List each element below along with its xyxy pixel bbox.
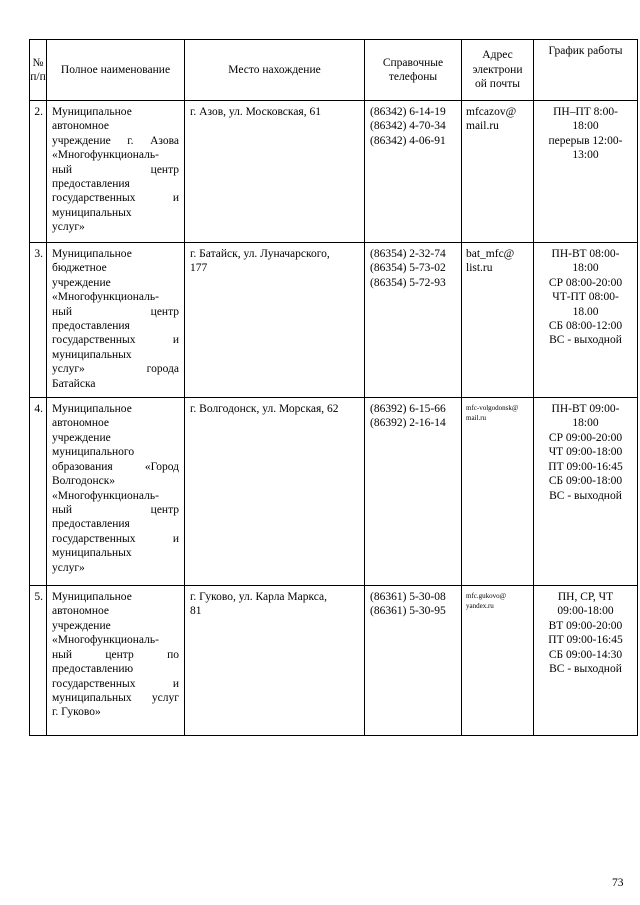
institution-name <box>47 398 185 586</box>
location <box>185 398 365 586</box>
header-email-line: ой почты <box>475 78 520 91</box>
phone-numbers-line: (86354) 5-73-02 <box>370 262 446 275</box>
phone-numbers-line: (86354) 2-32-74 <box>370 248 446 260</box>
location <box>185 243 365 398</box>
work-schedule-line: ВС - выходной <box>549 334 622 347</box>
institution-name-line: государственных и <box>52 677 179 690</box>
institution-name-line: автономное <box>52 120 109 133</box>
location <box>185 101 365 243</box>
institution-name-line: автономное <box>52 417 109 430</box>
work-schedule <box>534 243 638 398</box>
header-phones-line: Справочные <box>382 56 444 69</box>
work-schedule-line: ВС - выходной <box>549 489 622 502</box>
table-row <box>30 586 638 736</box>
institution-name-line: государственных и <box>52 192 179 205</box>
institution-name-line: «Многофункциональ- <box>52 291 159 304</box>
institution-name <box>47 586 185 736</box>
institution-name-line: муниципальных <box>52 206 132 219</box>
work-schedule-line: ПТ 09:00-16:45 <box>548 634 623 647</box>
phone-numbers <box>365 398 462 586</box>
table-row <box>30 101 638 243</box>
work-schedule-line: 09:00-18:00 <box>557 605 614 618</box>
table-row <box>30 398 638 586</box>
institution-name-line: образования «Город <box>52 460 179 473</box>
location-line: г. Батайск, ул. Луначарского, <box>190 248 330 260</box>
email-address-line: yandex.ru <box>466 602 494 611</box>
table-row <box>30 243 638 398</box>
institution-name-line: автономное <box>52 605 109 618</box>
header-email-line: электрони <box>472 63 523 76</box>
work-schedule-line: перерыв 12:00- <box>548 134 623 147</box>
table-header-row <box>30 40 638 101</box>
header-phones-line: телефоны <box>388 71 438 83</box>
institution-name <box>47 243 185 398</box>
work-schedule-line: ЧТ-ПТ 08:00- <box>552 291 619 304</box>
institution-name-line: предоставлению <box>52 663 134 676</box>
phone-numbers-line: (86361) 5-30-95 <box>370 605 446 618</box>
institution-name-line: «Многофункциональ- <box>52 149 159 162</box>
institution-name <box>47 101 185 243</box>
phone-numbers-line: (86392) 6-15-66 <box>370 403 446 416</box>
work-schedule-line: 18:00 <box>572 120 599 133</box>
institution-name-line: Муниципальное <box>52 248 132 260</box>
institution-name-line: государственных и <box>52 334 179 347</box>
page-number: 73 <box>612 877 624 889</box>
location-line: г. Азов, ул. Московская, 61 <box>190 106 321 118</box>
work-schedule-line: ВС - выходной <box>549 663 622 676</box>
institution-name-line: ный центр <box>52 503 179 516</box>
work-schedule-line: ПН-ВТ 08:00- <box>551 248 620 260</box>
email-address-line: bat_mfc@ <box>466 248 515 260</box>
institution-name-line: муниципальных услуг <box>52 691 179 704</box>
location-line: 177 <box>190 262 208 275</box>
institution-name-line: ный центр <box>52 305 179 318</box>
institution-name-line: предоставления <box>52 178 130 191</box>
institution-name-line: учреждение г. Азова <box>52 134 179 147</box>
email-address-line: mail.ru <box>466 414 487 423</box>
header-number <box>30 40 47 101</box>
phone-numbers-line: (86354) 5-72-93 <box>370 276 446 289</box>
institution-name-line: муниципальных <box>52 348 132 361</box>
institution-name-line: Муниципальное <box>52 591 132 604</box>
institution-name-line: Муниципальное <box>52 106 132 118</box>
email-address-line: mfc.gukovo@ <box>466 592 507 601</box>
institution-name-line: Батайска <box>52 377 96 390</box>
email-address <box>462 398 534 586</box>
institution-name-line: учреждение <box>52 619 111 632</box>
header-number-line: № <box>32 56 44 69</box>
email-address <box>462 101 534 243</box>
phone-numbers-line: (86361) 5-30-08 <box>370 591 446 604</box>
email-address <box>462 243 534 398</box>
institution-name-line: муниципального <box>52 446 135 459</box>
institution-name-line: учреждение <box>52 276 111 289</box>
institution-name-line: ный центр по <box>52 648 179 661</box>
work-schedule-line: 13:00 <box>572 149 599 162</box>
phone-numbers <box>365 586 462 736</box>
work-schedule-line: СР 09:00-20:00 <box>548 431 623 444</box>
work-schedule-line: 18:00 <box>572 262 599 275</box>
phone-numbers-line: (86342) 4-70-34 <box>370 120 446 133</box>
institution-name-line: г. Гуково» <box>52 706 101 719</box>
header-full-name <box>47 40 185 101</box>
institution-name-line: услуг» <box>52 561 85 574</box>
work-schedule-line: СР 08:00-20:00 <box>548 276 623 289</box>
institution-name-line: ный центр <box>52 163 179 176</box>
work-schedule-line: СБ 09:00-14:30 <box>548 648 623 661</box>
header-full-name-line: Полное наименование <box>60 63 171 76</box>
location-line: г. Волгодонск, ул. Морская, 62 <box>190 403 339 416</box>
header-email <box>462 40 534 101</box>
work-schedule-line: 18:00 <box>572 417 599 430</box>
institution-name-line: услуг» города <box>52 363 179 376</box>
phone-numbers <box>365 243 462 398</box>
email-address-line: mfcazov@ <box>466 106 517 118</box>
header-location <box>185 40 365 101</box>
header-phones <box>365 40 462 101</box>
institution-name-line: Волгодонск» <box>52 475 116 488</box>
work-schedule-line: СБ 08:00-12:00 <box>548 320 623 333</box>
location <box>185 586 365 736</box>
email-address-line: mail.ru <box>466 120 499 133</box>
work-schedule-line: 18.00 <box>572 305 599 318</box>
location-line: г. Гуково, ул. Карла Маркса, <box>190 591 328 604</box>
row-number: 5. <box>30 586 47 736</box>
institution-name-line: учреждение <box>52 431 111 444</box>
institution-name-line: услуг» <box>52 221 85 234</box>
header-location-line: Место нахождение <box>228 63 321 76</box>
work-schedule-line: ЧТ 09:00-18:00 <box>548 446 623 459</box>
mfc-table <box>29 39 638 736</box>
header-schedule <box>534 40 638 101</box>
phone-numbers <box>365 101 462 243</box>
header-number-line: п/п <box>30 71 46 83</box>
institution-name-line: государственных и <box>52 532 179 545</box>
phone-numbers-line: (86342) 6-14-19 <box>370 106 446 118</box>
institution-name-line: «Многофункциональ- <box>52 634 159 647</box>
row-number: 4. <box>30 398 47 586</box>
work-schedule <box>534 101 638 243</box>
work-schedule <box>534 586 638 736</box>
work-schedule-line: ПТ 09:00-16:45 <box>548 460 623 473</box>
phone-numbers-line: (86342) 4-06-91 <box>370 134 446 147</box>
row-number: 3. <box>30 243 47 398</box>
work-schedule <box>534 398 638 586</box>
document-page <box>29 39 637 889</box>
work-schedule-line: ПН–ПТ 8:00- <box>553 106 618 118</box>
header-email-line: Адрес <box>482 49 513 62</box>
phone-numbers-line: (86392) 2-16-14 <box>370 417 446 430</box>
institution-name-line: муниципальных <box>52 547 132 560</box>
email-address-line: mfc-volgodonsk@ <box>466 404 519 413</box>
institution-name-line: предоставления <box>52 320 130 333</box>
header-schedule-line: График работы <box>548 45 623 57</box>
institution-name-line: Муниципальное <box>52 403 132 416</box>
institution-name-line: «Многофункциональ- <box>52 489 159 502</box>
email-address-line: list.ru <box>466 262 493 275</box>
work-schedule-line: ВТ 09:00-20:00 <box>548 619 623 632</box>
row-number: 2. <box>30 101 47 243</box>
work-schedule-line: ПН-ВТ 09:00- <box>551 403 620 416</box>
location-line: 81 <box>190 605 202 618</box>
email-address <box>462 586 534 736</box>
institution-name-line: бюджетное <box>52 262 107 275</box>
work-schedule-line: СБ 09:00-18:00 <box>548 475 623 488</box>
institution-name-line: предоставления <box>52 518 130 531</box>
work-schedule-line: ПН, СР, ЧТ <box>557 591 614 604</box>
